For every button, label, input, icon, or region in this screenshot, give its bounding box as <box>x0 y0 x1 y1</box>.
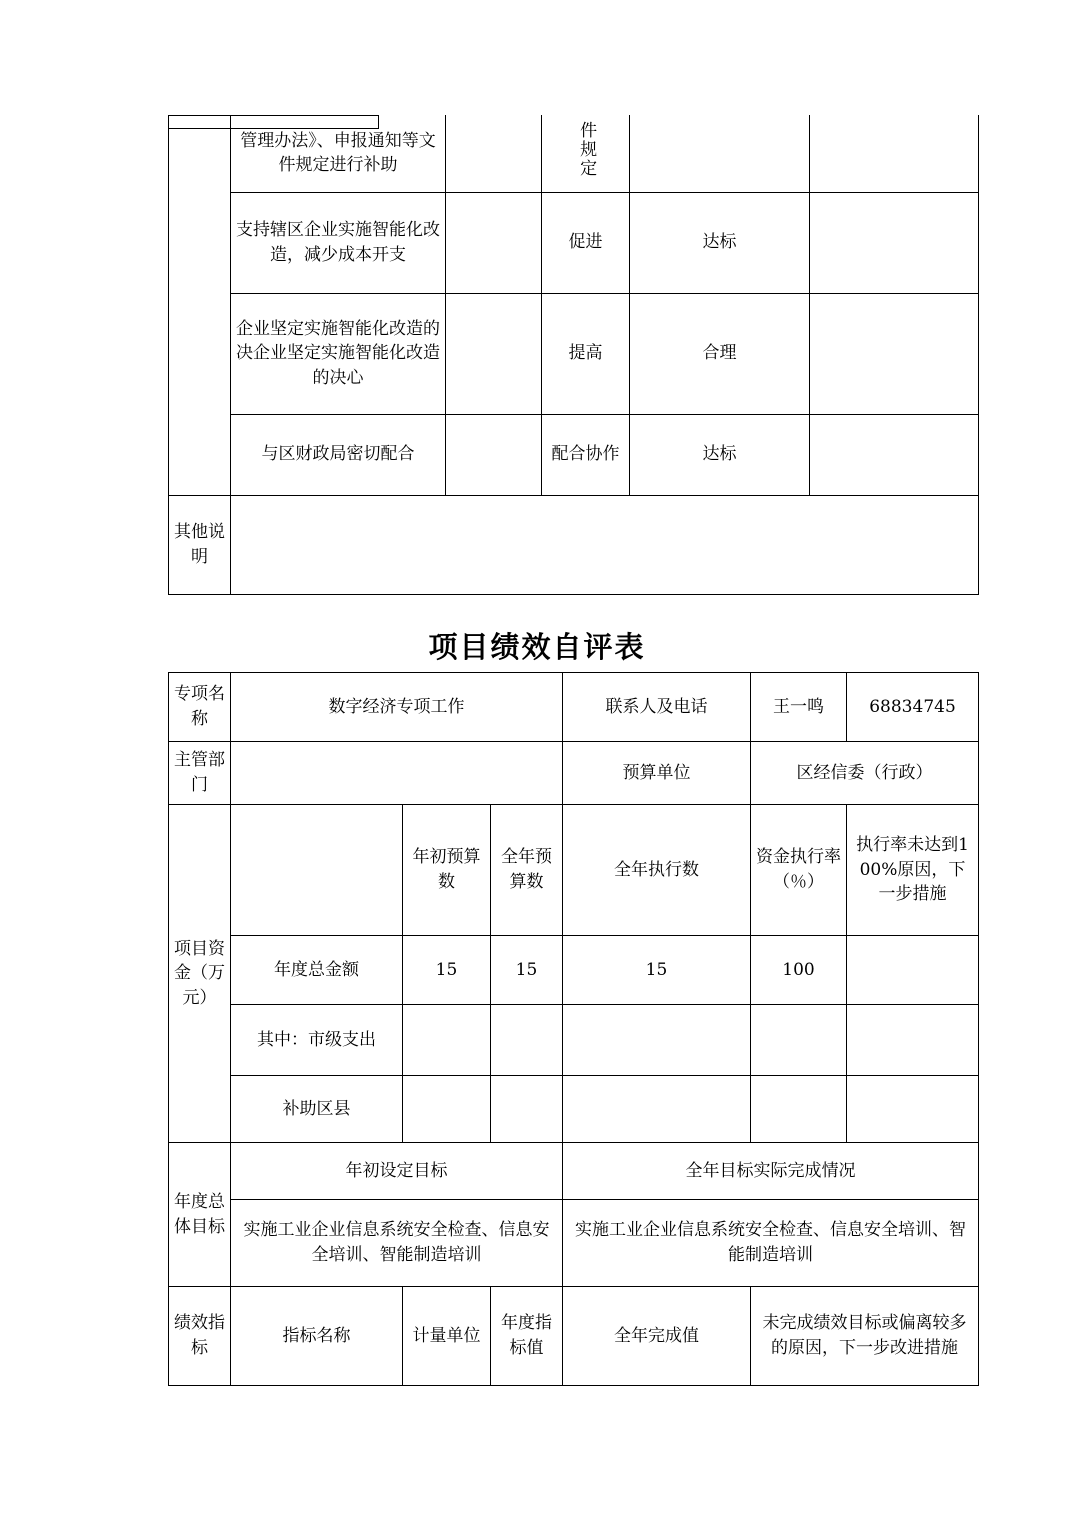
begin-budget-header: 年初预算数 <box>403 805 491 936</box>
perf-completed-header: 全年完成值 <box>563 1287 751 1386</box>
annual-goal-label: 年度总体目标 <box>169 1143 231 1287</box>
indicator-desc: 管理办法》、申报通知等文件规定进行补助 <box>231 115 446 192</box>
funds-year-exec <box>563 1076 751 1143</box>
funds-reason <box>847 1076 979 1143</box>
indicator-blank <box>446 192 542 293</box>
table-row-project-name <box>169 673 979 742</box>
table-row-funds-total <box>169 936 979 1005</box>
other-notes-label: 其他说明 <box>169 495 231 594</box>
contact-phone: 68834745 <box>847 673 979 742</box>
funds-blank-header <box>231 805 403 936</box>
funds-year-exec: 15 <box>563 936 751 1005</box>
exec-reason-header: 执行率未达到100%原因，下一步措施 <box>847 805 979 936</box>
annual-goal-actual-value: 实施工业企业信息系统安全检查、信息安全培训、智能制造培训 <box>563 1200 979 1287</box>
exec-rate-header: 资金执行率（％） <box>751 805 847 936</box>
funds-exec-rate <box>751 1005 847 1076</box>
indicator-extra <box>810 414 979 495</box>
funds-begin-budget <box>403 1005 491 1076</box>
indicator-value: 达标 <box>630 414 810 495</box>
indicator-type: 提高 <box>542 293 630 414</box>
contact-label: 联系人及电话 <box>563 673 751 742</box>
funds-reason <box>847 1005 979 1076</box>
year-exec-header: 全年执行数 <box>563 805 751 936</box>
annual-goal-set-header: 年初设定目标 <box>231 1143 563 1200</box>
annual-goal-set-value: 实施工业企业信息系统安全检查、信息安全培训、智能制造培训 <box>231 1200 563 1287</box>
page-title: 项目绩效自评表 <box>428 630 646 664</box>
table-row-funds-header <box>169 805 979 936</box>
funds-year-budget <box>491 1005 563 1076</box>
table-row-perf-header <box>169 1287 979 1386</box>
annual-goal-actual-header: 全年目标实际完成情况 <box>563 1143 979 1200</box>
funds-row-name: 补助区县 <box>231 1076 403 1143</box>
project-name-label: 专项名称 <box>169 673 231 742</box>
year-budget-header: 全年预算数 <box>491 805 563 936</box>
project-name-value: 数字经济专项工作 <box>231 673 563 742</box>
indicator-value: 合理 <box>630 293 810 414</box>
indicator-blank <box>446 115 542 192</box>
perf-label: 绩效指标 <box>169 1287 231 1386</box>
perf-reason-header: 未完成绩效目标或偏离较多的原因，下一步改进措施 <box>751 1287 979 1386</box>
funds-exec-rate <box>751 1076 847 1143</box>
budget-unit-label: 预算单位 <box>563 742 751 805</box>
indicator-type-text: 件规定 <box>576 121 597 178</box>
funds-begin-budget <box>403 1076 491 1143</box>
top-table <box>168 115 979 595</box>
left-spacer-cell <box>169 115 231 495</box>
table-row <box>169 414 979 495</box>
funds-row-name: 年度总金额 <box>231 936 403 1005</box>
indicator-desc: 支持辖区企业实施智能化改造，减少成本开支 <box>231 192 446 293</box>
indicator-type: 促进 <box>542 192 630 293</box>
funds-reason <box>847 936 979 1005</box>
funds-begin-budget: 15 <box>403 936 491 1005</box>
perf-annual-value-header: 年度指标值 <box>491 1287 563 1386</box>
table-row-funds-city <box>169 1005 979 1076</box>
indicator-desc: 与区财政局密切配合 <box>231 414 446 495</box>
indicator-value <box>630 115 810 192</box>
table-row-funds-district <box>169 1076 979 1143</box>
contact-person: 王一鸣 <box>751 673 847 742</box>
indicator-blank <box>446 414 542 495</box>
dept-value <box>231 742 563 805</box>
performance-self-evaluation-table <box>168 672 979 1386</box>
indicator-blank <box>446 293 542 414</box>
indicator-type: 配合协作 <box>542 414 630 495</box>
budget-unit-value: 区经信委（行政） <box>751 742 979 805</box>
table-row <box>169 293 979 414</box>
table-row-annual-goal-header <box>169 1143 979 1200</box>
funds-row-name: 其中：市级支出 <box>231 1005 403 1076</box>
funds-year-budget: 15 <box>491 936 563 1005</box>
funds-exec-rate: 100 <box>751 936 847 1005</box>
table-row <box>169 192 979 293</box>
dept-label: 主管部门 <box>169 742 231 805</box>
table-row <box>169 115 979 192</box>
indicator-desc: 企业坚定实施智能化改造的决企业坚定实施智能化改造的决心 <box>231 293 446 414</box>
indicator-extra <box>810 192 979 293</box>
table-row-other <box>169 495 979 594</box>
perf-indicator-name-header: 指标名称 <box>231 1287 403 1386</box>
indicator-extra <box>810 115 979 192</box>
indicator-type <box>542 115 630 192</box>
indicator-value: 达标 <box>630 192 810 293</box>
table-row-annual-goal-value <box>169 1200 979 1287</box>
table-row-dept <box>169 742 979 805</box>
other-notes-value <box>231 495 979 594</box>
funds-year-exec <box>563 1005 751 1076</box>
perf-unit-header: 计量单位 <box>403 1287 491 1386</box>
funds-label: 项目资金（万元） <box>169 805 231 1143</box>
funds-year-budget <box>491 1076 563 1143</box>
indicator-extra <box>810 293 979 414</box>
